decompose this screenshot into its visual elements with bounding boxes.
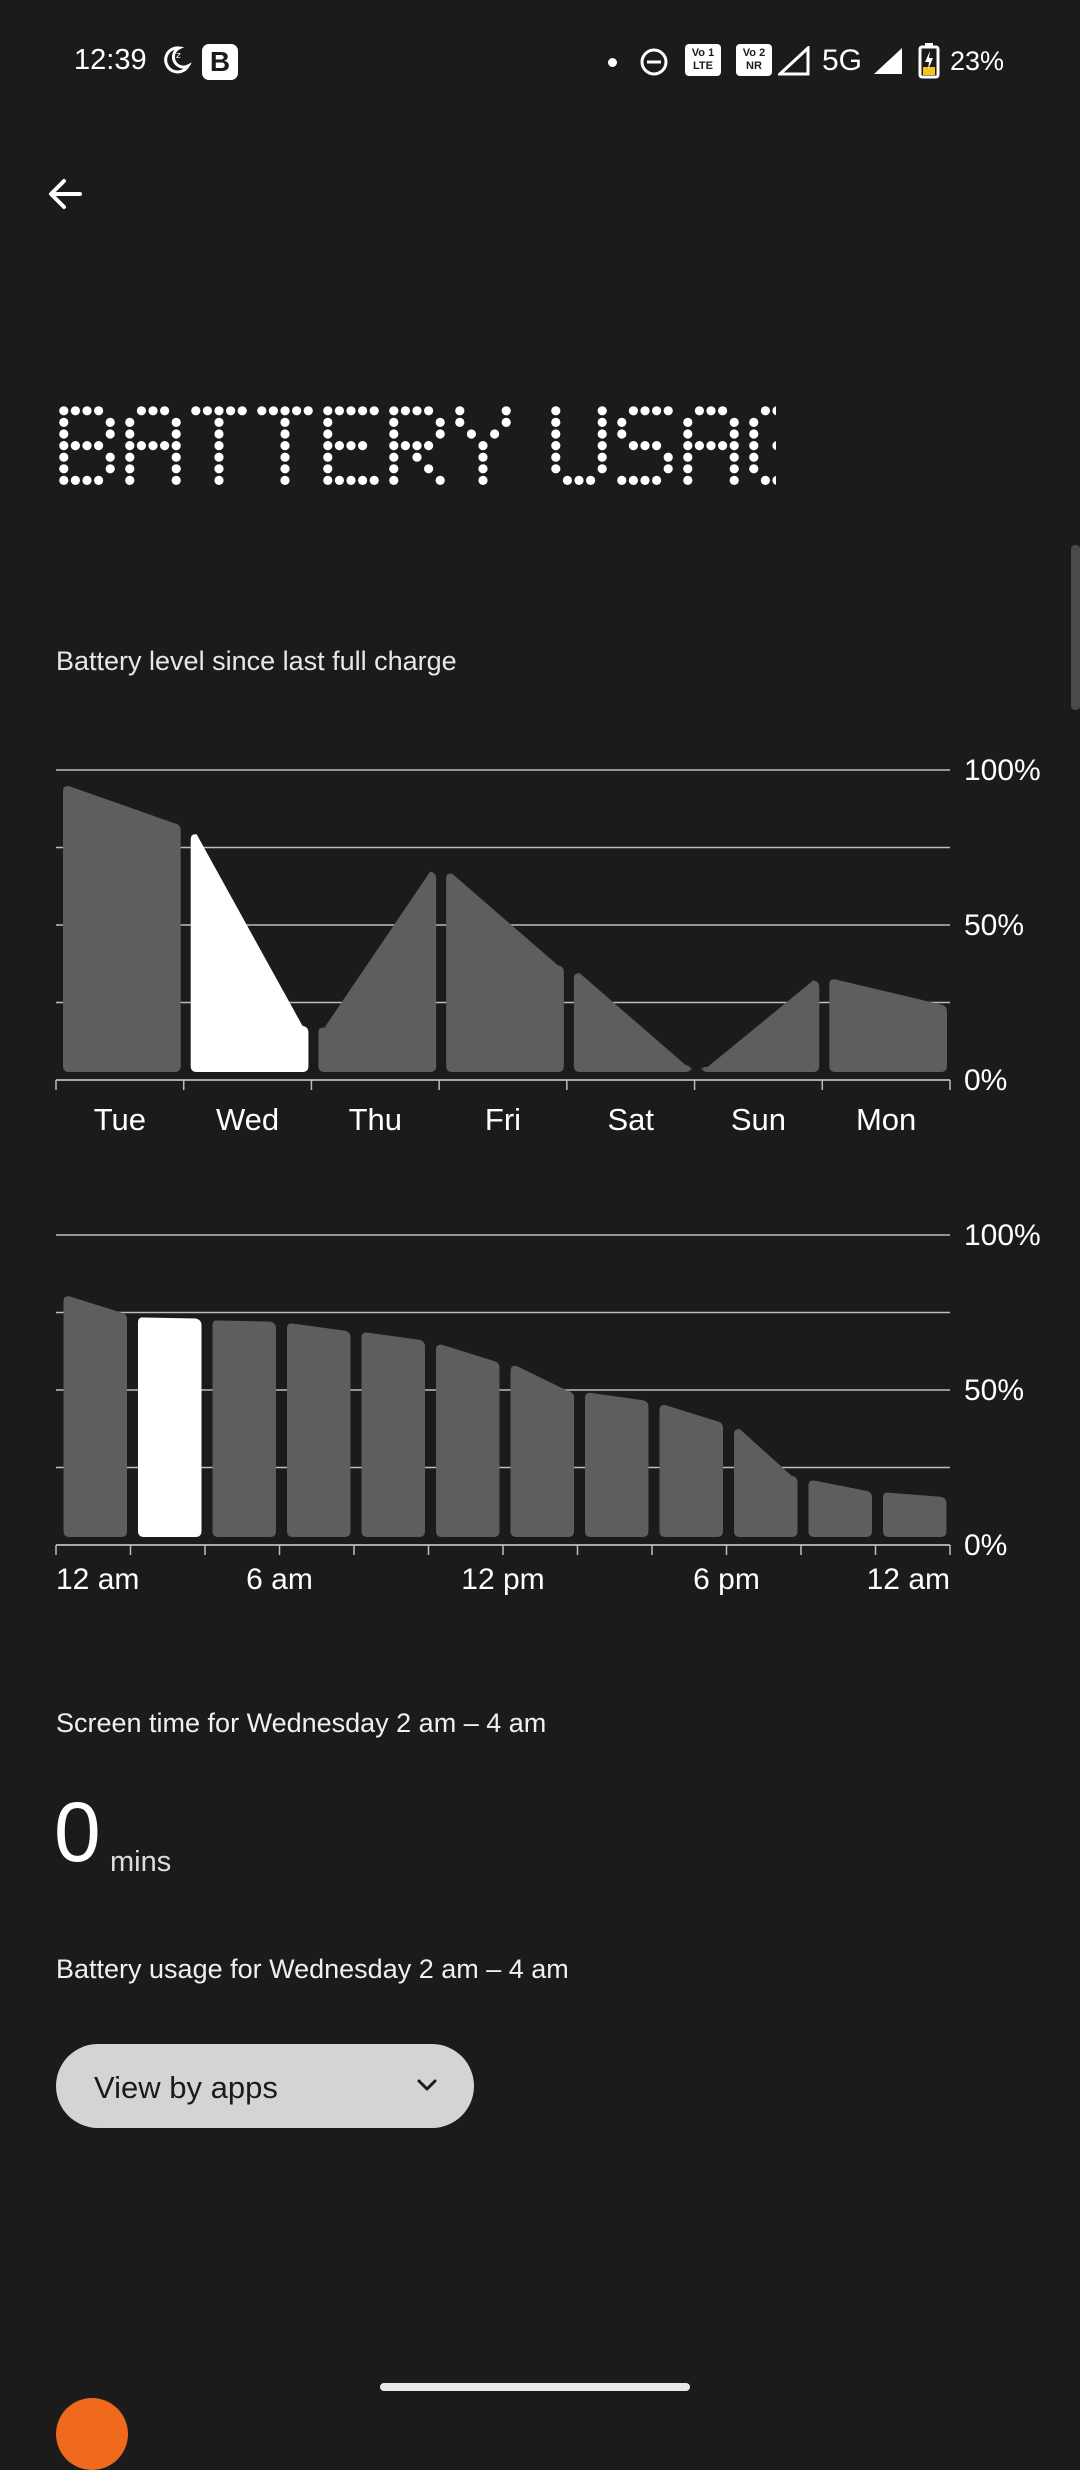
title-letter bbox=[125, 406, 181, 485]
volte-sim1-line2: LTE bbox=[693, 60, 713, 72]
x-tick-label: 6 am bbox=[246, 1563, 313, 1596]
bedtime-mode-icon bbox=[160, 44, 192, 76]
y-tick-label: 50% bbox=[964, 909, 1025, 942]
hourly-battery-chart[interactable] bbox=[0, 1205, 1080, 1615]
cell-signal-icon bbox=[778, 46, 810, 76]
chart-bar[interactable] bbox=[287, 1323, 351, 1537]
screen-time-label: Screen time for Wednesday 2 am – 4 am bbox=[56, 1708, 547, 1738]
title-letter bbox=[191, 406, 247, 485]
x-tick-label: Tue bbox=[93, 1102, 146, 1137]
chart-caption: Battery level since last full charge bbox=[56, 646, 457, 676]
volte-sim1-icon bbox=[685, 44, 721, 76]
y-tick-label: 100% bbox=[964, 1219, 1041, 1252]
chevron-down-icon bbox=[414, 2074, 440, 2096]
b-app-icon: B bbox=[202, 44, 238, 80]
x-tick-label: Sun bbox=[730, 1102, 787, 1137]
chart-bar[interactable] bbox=[734, 1429, 798, 1537]
page-title-text bbox=[56, 395, 776, 485]
x-tick-label: 6 pm bbox=[693, 1563, 760, 1596]
scrollbar[interactable] bbox=[1071, 545, 1080, 710]
floating-bubble[interactable] bbox=[56, 2398, 128, 2470]
title-letter bbox=[323, 406, 379, 485]
network-type: 5G bbox=[822, 44, 863, 77]
chart-bar[interactable] bbox=[436, 1345, 500, 1537]
x-tick-label: Thu bbox=[348, 1102, 402, 1137]
title-letter bbox=[749, 406, 776, 485]
daily-battery-chart[interactable] bbox=[0, 740, 1080, 1140]
y-tick-label: 0% bbox=[964, 1064, 1008, 1097]
chart-bar[interactable] bbox=[883, 1493, 947, 1537]
title-letter bbox=[683, 406, 739, 485]
view-by-dropdown[interactable] bbox=[56, 2044, 474, 2128]
chart-bar[interactable] bbox=[63, 786, 181, 1072]
x-tick-label: 12 pm bbox=[461, 1563, 545, 1596]
battery-charging-icon bbox=[918, 43, 940, 79]
notification-dot-icon bbox=[608, 58, 617, 67]
svg-text:z: z bbox=[176, 51, 181, 61]
chart-bar[interactable] bbox=[574, 973, 692, 1072]
x-tick-label: 12 am bbox=[56, 1563, 140, 1596]
chart-bar[interactable] bbox=[829, 979, 947, 1072]
volte-sim2-line1: Vo 2 bbox=[742, 47, 766, 59]
do-not-disturb-icon bbox=[640, 48, 668, 76]
battery-usage-label: Battery usage for Wednesday 2 am – 4 am bbox=[56, 1954, 569, 1984]
chart-bar[interactable] bbox=[318, 872, 436, 1072]
chart-bar[interactable] bbox=[809, 1480, 873, 1537]
title-letter bbox=[617, 406, 673, 485]
chart-bar[interactable] bbox=[511, 1366, 575, 1537]
chart-bar[interactable] bbox=[213, 1320, 277, 1537]
x-tick-label: Fri bbox=[484, 1102, 522, 1137]
chart-bar[interactable] bbox=[362, 1332, 426, 1537]
x-tick-label: Sat bbox=[607, 1102, 654, 1137]
cell-signal-icon bbox=[872, 46, 904, 76]
home-indicator[interactable] bbox=[380, 2383, 690, 2391]
status-time: 12:39 bbox=[74, 44, 147, 76]
back-arrow-icon[interactable] bbox=[40, 168, 92, 220]
title-letter bbox=[257, 406, 313, 485]
title-letter bbox=[455, 406, 511, 485]
x-tick-label: Mon bbox=[855, 1102, 917, 1137]
battery-percent: 23% bbox=[950, 46, 1005, 76]
volte-sim1-line1: Vo 1 bbox=[691, 47, 715, 59]
volte-sim2-icon bbox=[736, 44, 772, 76]
title-letter bbox=[389, 406, 445, 485]
title-letter bbox=[59, 406, 115, 485]
y-tick-label: 50% bbox=[964, 1374, 1025, 1407]
screen-time-value: 0 bbox=[54, 1785, 101, 1879]
volte-sim2-line2: NR bbox=[746, 60, 762, 72]
screen-time-unit: mins bbox=[110, 1846, 172, 1878]
x-tick-label: Wed bbox=[215, 1102, 280, 1137]
chart-bar[interactable] bbox=[446, 874, 564, 1072]
y-tick-label: 0% bbox=[964, 1529, 1008, 1562]
chart-bar[interactable] bbox=[64, 1296, 128, 1537]
chart-bar[interactable] bbox=[585, 1393, 649, 1537]
selected-bar[interactable] bbox=[191, 834, 309, 1072]
view-by-label: View by apps bbox=[94, 2070, 278, 2105]
chart-bar[interactable] bbox=[702, 980, 820, 1072]
page-title bbox=[56, 395, 776, 490]
selected-bar[interactable] bbox=[138, 1317, 202, 1537]
title-letter bbox=[551, 406, 607, 485]
y-tick-label: 100% bbox=[964, 754, 1041, 787]
chart-bar[interactable] bbox=[660, 1405, 724, 1537]
x-tick-label: 12 am bbox=[866, 1563, 950, 1596]
